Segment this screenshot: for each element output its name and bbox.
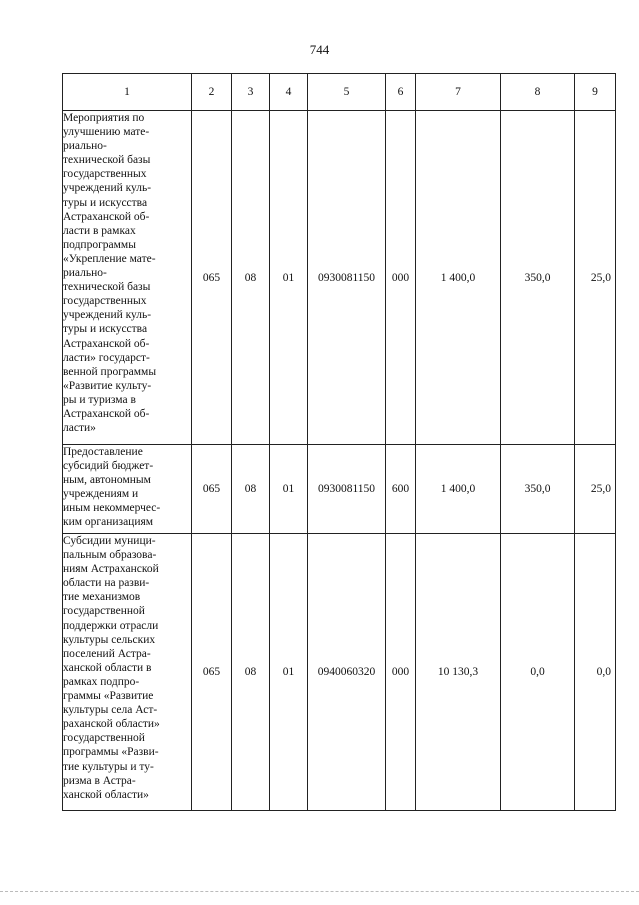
header-cell-4: 4 [270, 74, 308, 111]
header-cell-7: 7 [416, 74, 501, 111]
cell-ministry-code: 065 [192, 111, 232, 445]
table-row [63, 111, 616, 445]
page-bottom-divider [0, 891, 639, 892]
cell-amount-9: 25,0 [575, 111, 616, 445]
header-row [63, 74, 616, 111]
cell-section: 08 [232, 445, 270, 534]
cell-amount-8: 0,0 [501, 534, 575, 811]
row-description: Мероприятия по улучшению мате- риально- технической базы государственных учреждений куль- туры и искусства Астраханской об- ласти в рамках подпрограммы «Укрепление мате- риально- технической базы государственных учреждений куль- туры и искусства Астраханской об- ласти» государст- венной программы «Развитие культу- ры и туризма в Астраханской об- ласти» [63, 111, 192, 445]
cell-section: 08 [232, 111, 270, 445]
cell-amount-7: 1 400,0 [416, 445, 501, 534]
table-row [63, 445, 616, 534]
header-cell-9: 9 [575, 74, 616, 111]
cell-amount-7: 1 400,0 [416, 111, 501, 445]
cell-expense-type: 000 [386, 111, 416, 445]
cell-subsection: 01 [270, 111, 308, 445]
row-description: Предоставление субсидий бюджет- ным, автономным учреждениям и иным некоммерчес- ким организациям [63, 445, 192, 534]
header-cell-3: 3 [232, 74, 270, 111]
header-cell-8: 8 [501, 74, 575, 111]
cell-subsection: 01 [270, 445, 308, 534]
cell-subsection: 01 [270, 534, 308, 811]
cell-amount-9: 0,0 [575, 534, 616, 811]
page-number: 744 [309, 42, 330, 57]
cell-target-article: 0940060320 [308, 534, 386, 811]
cell-amount-8: 350,0 [501, 445, 575, 534]
cell-amount-7: 10 130,3 [416, 534, 501, 811]
cell-section: 08 [232, 534, 270, 811]
cell-amount-9: 25,0 [575, 445, 616, 534]
cell-expense-type: 000 [386, 534, 416, 811]
header-cell-5: 5 [308, 74, 386, 111]
row-description: Субсидии муници- пальным образова- ниям Астраханской области на разви- тие механизмов государственной поддержки отрасли культуры сельских поселений Астра- ханской области в рамках подпро- граммы «Развитие культуры села Аст- раханской области» государственной программы «Разви- тие культуры и ту- ризма в Астра- ханской области» [63, 534, 192, 811]
cell-amount-8: 350,0 [501, 111, 575, 445]
budget-table [62, 73, 616, 811]
cell-expense-type: 600 [386, 445, 416, 534]
header-cell-2: 2 [192, 74, 232, 111]
cell-target-article: 0930081150 [308, 445, 386, 534]
cell-target-article: 0930081150 [308, 111, 386, 445]
table-row [63, 534, 616, 811]
cell-ministry-code: 065 [192, 445, 232, 534]
cell-ministry-code: 065 [192, 534, 232, 811]
header-cell-1: 1 [63, 74, 192, 111]
header-cell-6: 6 [386, 74, 416, 111]
